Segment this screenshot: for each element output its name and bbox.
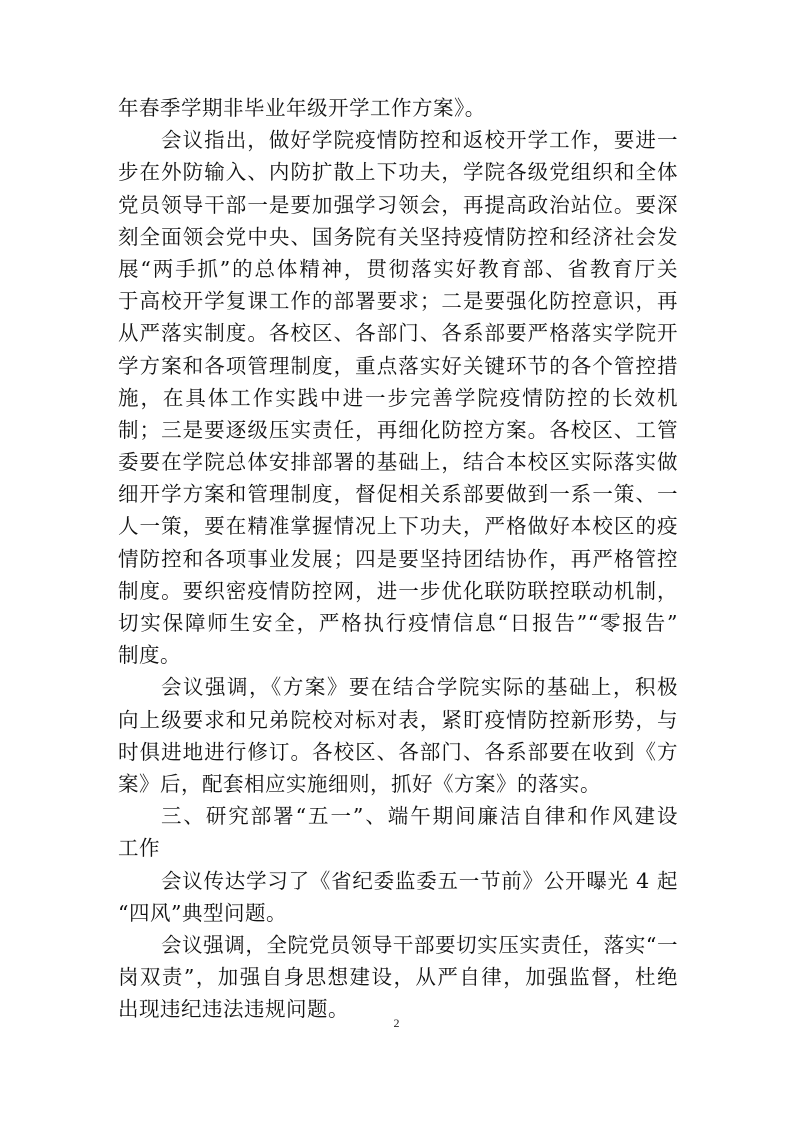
text-line: 展“两手抓”的总体精神，贯彻落实好教育部、省教育厅关 xyxy=(118,256,678,281)
page-number: 2 xyxy=(393,1016,400,1030)
text-line: 委要在学院总体安排部署的基础上，结合本校区实际落实做 xyxy=(118,450,678,475)
text-line: 细开学方案和管理制度，督促相关系部要做到一系一策、一 xyxy=(118,482,678,507)
text-line: 党员领导干部一是要加强学习领会，再提高政治站位。要深 xyxy=(118,192,678,217)
text-line: 年春季学期非毕业年级开学工作方案》。 xyxy=(118,96,486,120)
text-line: 刻全面领会党中央、国务院有关坚持疫情防控和经济社会发 xyxy=(118,224,678,249)
text-line: 会议指出，做好学院疫情防控和返校开学工作，要进一 xyxy=(161,128,678,153)
text-line: 会议强调，全院党员领导干部要切实压实责任，落实“一 xyxy=(161,932,678,957)
text-line: 案》后，配套相应实施细则，抓好《方案》的落实。 xyxy=(118,771,601,796)
document-body xyxy=(118,92,678,1025)
text-line: 会议强调，《方案》要在结合学院实际的基础上，积极 xyxy=(161,675,678,700)
text-line: 制；三是要逐级压实责任，再细化防控方案。各校区、工管 xyxy=(118,417,678,442)
text-line: 三、研究部署“五一”、端午期间廉洁自律和作风建设 xyxy=(161,804,678,829)
text-line: “四风”典型问题。 xyxy=(118,900,287,925)
text-line: 从严落实制度。各校区、各部门、各系部要严格落实学院开 xyxy=(118,321,678,346)
text-line: 工作 xyxy=(118,836,160,861)
text-line: 制度。要织密疫情防控网，进一步优化联防联控联动机制， xyxy=(118,578,678,603)
text-line: 切实保障师生安全，严格执行疫情信息“日报告”“零报告” xyxy=(118,611,678,635)
text-line: 岗双责”，加强自身思想建设，从严自律，加强监督，杜绝 xyxy=(118,965,678,990)
text-line: 情防控和各项事业发展；四是要坚持团结协作，再严格管控 xyxy=(118,546,678,571)
text-line: 向上级要求和兄弟院校对标对表，紧盯疫情防控新形势，与 xyxy=(118,707,678,732)
text-line: 制度。 xyxy=(118,643,181,668)
text-line: 人一策，要在精准掌握情况上下功夫，严格做好本校区的疫 xyxy=(118,514,678,539)
text-line: 步在外防输入、内防扩散上下功夫，学院各级党组织和全体 xyxy=(118,160,678,185)
text-line: 时俱进地进行修订。各校区、各部门、各系部要在收到《方 xyxy=(118,739,678,764)
text-line: 学方案和各项管理制度，重点落实好关键环节的各个管控措 xyxy=(118,353,678,378)
text-line: 施，在具体工作实践中进一步完善学院疫情防控的长效机 xyxy=(118,385,678,410)
text-line: 于高校开学复课工作的部署要求；二是要强化防控意识，再 xyxy=(118,289,678,314)
text-line: 会议传达学习了《省纪委监委五一节前》公开曝光 4 起 xyxy=(161,868,678,893)
text-line: 出现违纪违法违规问题。 xyxy=(118,997,349,1022)
